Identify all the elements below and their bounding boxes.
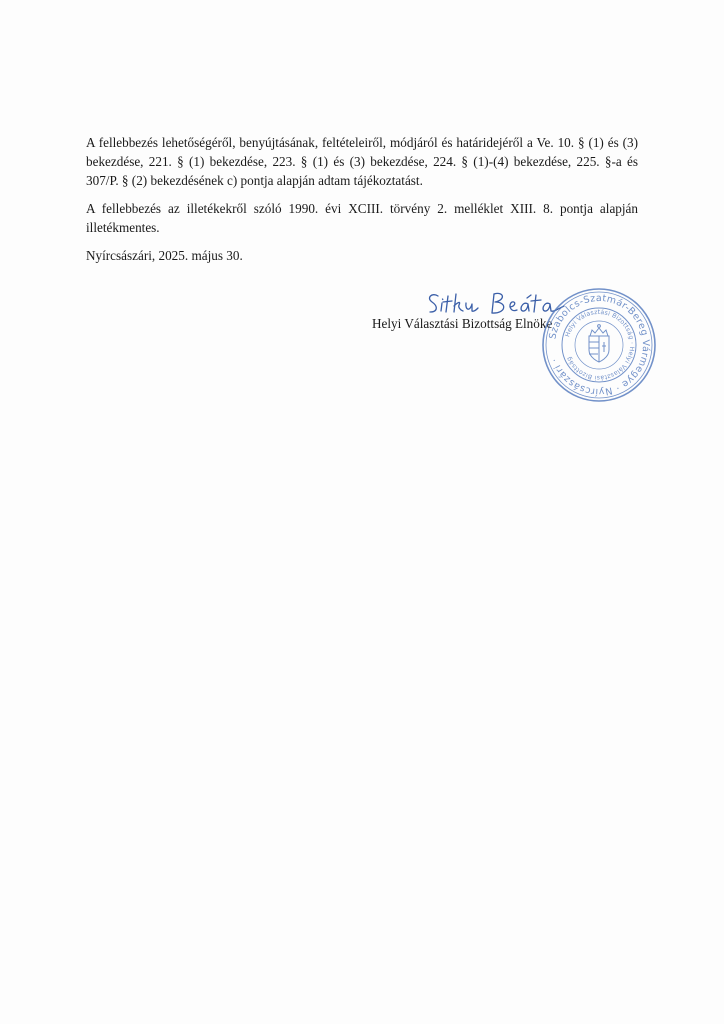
signer-title: Helyi Választási Bizottság Elnöke xyxy=(372,316,553,331)
fee-exemption-paragraph: A fellebbezés az illetékekről szóló 1990. évi XCIII. törvény 2. melléklet XIII. 8. pontja alapján illetékmentes. xyxy=(86,201,638,235)
svg-text:Szabolcs-Szatmár-Bereg Vármegy: Szabolcs-Szatmár-Bereg Vármegye · Nyírcsászári · xyxy=(547,292,652,398)
appeal-information-paragraph: A fellebbezés lehetőségéről, benyújtásának, feltételeiről, módjáról és határidejéről a Ve. 10. § (1) és (3) bekezdése, 221. § (1) bekezdése, 223. § (1) és (3) bekezdése, 224. § (1)-(4) bekezdése, 225. §-a és 307/P. § (2) bekezdésének c) pontja alapján adtam tájékoztatást. xyxy=(86,135,638,188)
svg-text:Helyi Választási Bizottság · H: Helyi Választási Bizottság · Helyi Választási Bizottság xyxy=(564,308,636,382)
place-and-date: Nyírcsászári, 2025. május 30. xyxy=(86,248,243,263)
official-seal-stamp xyxy=(540,286,658,404)
